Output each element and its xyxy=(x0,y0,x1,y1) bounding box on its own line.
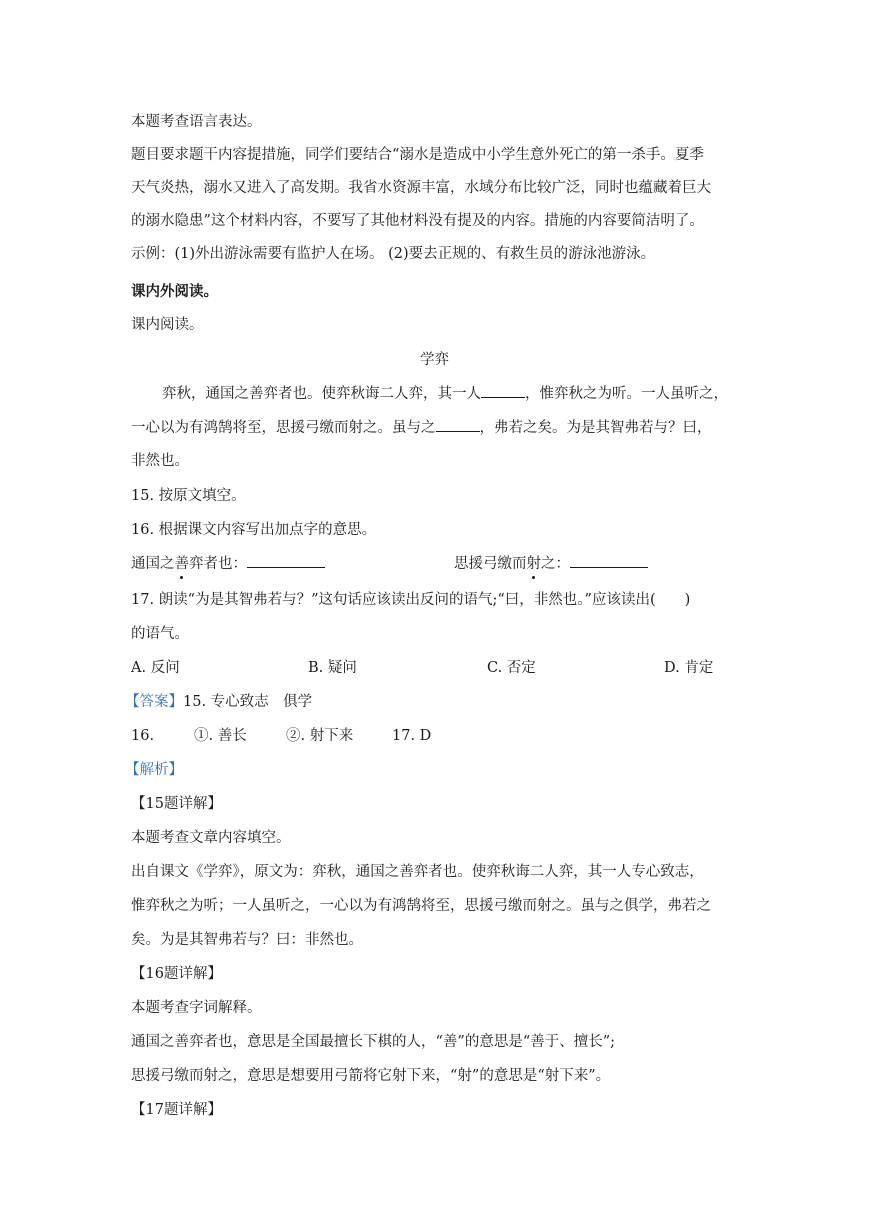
fill-blank-1[interactable] xyxy=(481,383,525,398)
question-16: 16. 根据课文内容写出加点字的意思。 xyxy=(131,522,377,538)
passage-text: ，弗若之矣。为是其智弗若与？曰， xyxy=(479,420,712,436)
item-text: 通国之 xyxy=(131,556,175,572)
analysis-16-line-1: 本题考查字词解释。 xyxy=(131,1000,262,1016)
question-15: 15. 按原文填空。 xyxy=(131,488,246,504)
question-17-line-2: 的语气。 xyxy=(131,626,189,642)
passage-title: 学弈 xyxy=(420,352,449,368)
answer-15: 15. 专心致志 俱学 xyxy=(183,694,313,710)
item-text: 弈者也： xyxy=(189,556,247,572)
answer-16-part-2: ②. 射下来 xyxy=(286,728,354,744)
intro-line-4: 的溺水隐患”这个材料内容，不要写了其他材料没有提及的内容。措施的内容要简洁明了。 xyxy=(131,213,704,229)
fill-blank-2[interactable] xyxy=(436,417,480,432)
passage-line-1 xyxy=(162,383,728,404)
passage-text: ，惟弈秋之为听。一人虽听之， xyxy=(525,386,728,402)
analysis-15-line-4: 矣。为是其智弗若与？曰：非然也。 xyxy=(131,932,363,948)
analysis-15-line-1: 本题考查文章内容填空。 xyxy=(131,830,291,846)
dotted-char: 射 xyxy=(526,556,541,572)
analysis-16-heading: 【16题详解】 xyxy=(131,966,222,982)
answer-blank-16b[interactable] xyxy=(570,553,648,568)
analysis-17-heading: 【17题详解】 xyxy=(131,1102,222,1118)
answer-label: 【答案】 xyxy=(125,694,183,710)
intro-line-1: 本题考查语言表达。 xyxy=(131,114,262,130)
section-subheading: 课内阅读。 xyxy=(131,317,204,333)
question-17-line-1: 17. 朗读“为是其智弗若与？”这句话应该读出反问的语气;“曰，非然也。”应该读出( ) xyxy=(131,592,691,608)
intro-line-5: 示例：(1)外出游泳需要有监护人在场。 (2)要去正规的、有救生员的游泳池游泳。 xyxy=(131,246,656,262)
answer-17: 17. D xyxy=(392,728,432,744)
analysis-16-line-3: 思援弓缴而射之，意思是想要用弓箭将它射下来，“射”的意思是“射下来”。 xyxy=(131,1068,611,1084)
intro-line-3: 天气炎热，溺水又进入了高发期。我省水资源丰富，水域分布比较广泛，同时也蕴藏着巨大 xyxy=(131,180,711,196)
passage-line-2 xyxy=(131,417,712,438)
analysis-15-line-2: 出自课文《学弈》，原文为：弈秋，通国之善弈者也。使弈秋诲二人弈，其一人专心致志， xyxy=(131,864,704,880)
question-16-item-b xyxy=(454,553,648,574)
item-text: 思援弓缴而 xyxy=(454,556,527,572)
intro-line-2: 题目要求题干内容提措施，同学们要结合“溺水是造成中小学生意外死亡的第一杀手。夏季 xyxy=(131,147,704,163)
option-d[interactable]: D. 肯定 xyxy=(664,660,714,676)
analysis-15-heading: 【15题详解】 xyxy=(131,796,222,812)
section-heading: 课内外阅读。 xyxy=(131,283,218,300)
answer-line xyxy=(125,692,312,712)
answer-16-number: 16. xyxy=(131,728,155,744)
option-c[interactable]: C. 否定 xyxy=(487,660,536,676)
question-16-item-a xyxy=(131,553,325,574)
analysis-16-line-2: 通国之善弈者也，意思是全国最擅长下棋的人，“善”的意思是“善于、擅长”; xyxy=(131,1034,616,1050)
analysis-label: 【解析】 xyxy=(125,762,183,778)
option-b[interactable]: B. 疑问 xyxy=(308,660,357,676)
passage-text: 一心以为有鸿鹄将至，思援弓缴而射之。虽与之 xyxy=(131,420,436,436)
passage-text: 弈秋，通国之善弈者也。使弈秋诲二人弈，其一人 xyxy=(162,386,481,402)
passage-line-3: 非然也。 xyxy=(131,453,189,469)
analysis-15-line-3: 惟弈秋之为听；一人虽听之，一心以为有鸿鹄将至，思援弓缴而射之。虽与之俱学，弗若之 xyxy=(131,898,711,914)
dotted-char: 善 xyxy=(174,556,189,572)
answer-16-part-1: ①. 善长 xyxy=(194,728,247,744)
item-text: 之： xyxy=(541,556,570,572)
option-a[interactable]: A. 反问 xyxy=(131,660,180,676)
answer-blank-16a[interactable] xyxy=(247,553,325,568)
